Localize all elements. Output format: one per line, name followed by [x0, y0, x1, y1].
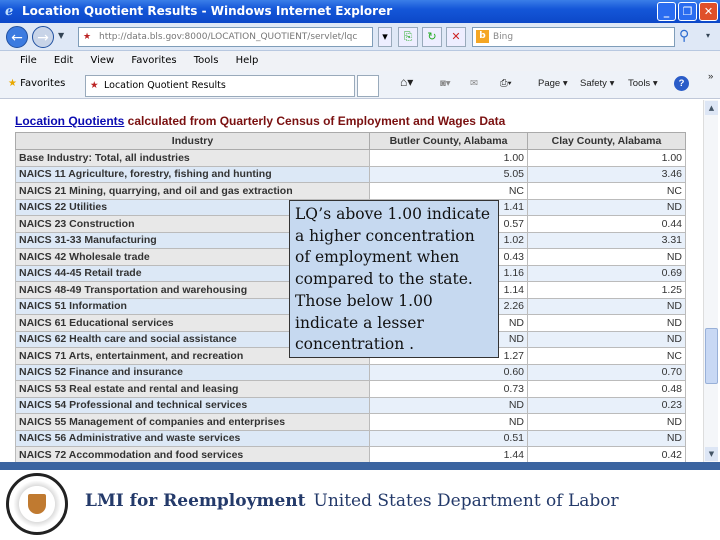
menu-bar	[0, 51, 720, 71]
clay-lq-cell: 0.70	[528, 364, 686, 381]
butler-lq-cell: 0.57	[370, 216, 528, 233]
window-title: Location Quotient Results - Windows Internet Explorer	[22, 4, 393, 18]
new-tab-button[interactable]	[357, 75, 379, 97]
page-menu[interactable]: Page ▾	[538, 78, 568, 89]
clay-lq-cell: 1.00	[528, 150, 686, 167]
industry-cell: NAICS 55 Management of companies and enterprises	[16, 414, 370, 431]
clay-lq-cell: ND	[528, 298, 686, 315]
clay-lq-cell: 0.42	[528, 447, 686, 463]
menu-favorites[interactable]: Favorites	[131, 55, 177, 66]
address-bar	[0, 23, 720, 51]
industry-cell: NAICS 52 Finance and insurance	[16, 364, 370, 381]
scroll-thumb[interactable]	[705, 328, 718, 384]
department-name: United States Department of Labor	[313, 491, 619, 511]
butler-lq-cell: 1.44	[370, 447, 528, 463]
department-of-labor-seal	[6, 473, 68, 535]
clay-lq-cell: 0.23	[528, 397, 686, 414]
table-row	[16, 381, 686, 398]
favorites-button[interactable]: ★ Favorites	[8, 78, 66, 89]
bing-icon: b	[476, 30, 489, 43]
butler-lq-cell: NC	[370, 183, 528, 200]
stop-icon[interactable]: ✕	[446, 27, 466, 47]
clay-lq-cell: ND	[528, 249, 686, 266]
clay-lq-cell: ND	[528, 414, 686, 431]
help-icon[interactable]: ?	[674, 76, 689, 91]
vertical-scrollbar[interactable]	[703, 100, 718, 462]
butler-lq-cell: ND	[370, 331, 528, 348]
tab-location-quotient-results[interactable]: ★ Location Quotient Results	[85, 75, 355, 97]
table-row	[16, 364, 686, 381]
history-dropdown-icon[interactable]: ▼	[58, 31, 65, 40]
column-header-industry: Industry	[16, 133, 370, 150]
butler-lq-cell: 1.14	[370, 282, 528, 299]
url-dropdown-button[interactable]: ▾	[378, 27, 392, 47]
back-button[interactable]: ←	[6, 26, 28, 48]
butler-lq-cell: 1.41	[370, 199, 528, 216]
industry-cell: NAICS 51 Information	[16, 298, 370, 315]
clay-lq-cell: ND	[528, 199, 686, 216]
butler-lq-cell: 1.16	[370, 265, 528, 282]
page-heading: Location Quotients calculated from Quarterly Census of Employment and Wages Data	[15, 114, 506, 128]
clay-lq-cell: ND	[528, 315, 686, 332]
search-input[interactable]: b Bing	[472, 27, 675, 47]
table-row	[16, 447, 686, 463]
program-name: LMI for Reemployment	[85, 491, 306, 511]
industry-cell: NAICS 56 Administrative and waste services	[16, 430, 370, 447]
butler-lq-cell: ND	[370, 397, 528, 414]
minimize-button[interactable]: _	[657, 2, 676, 21]
butler-lq-cell: 2.26	[370, 298, 528, 315]
menu-help[interactable]: Help	[235, 55, 259, 66]
industry-cell: NAICS 61 Educational services	[16, 315, 370, 332]
footer-band	[0, 462, 720, 470]
feeds-icon[interactable]: ◙▾	[440, 78, 451, 89]
industry-cell: NAICS 23 Construction	[16, 216, 370, 233]
scroll-down-icon[interactable]: ▼	[705, 447, 718, 461]
bls-favicon-icon: ★	[83, 32, 92, 42]
table-row	[16, 183, 686, 200]
location-quotients-link[interactable]: Location Quotients	[15, 114, 125, 128]
title-bar	[0, 0, 720, 23]
industry-cell: NAICS 11 Agriculture, forestry, fishing and hunting	[16, 166, 370, 183]
clay-lq-cell: NC	[528, 183, 686, 200]
home-icon[interactable]: ⌂▾	[400, 75, 414, 89]
table-row	[16, 150, 686, 167]
industry-cell: NAICS 42 Wholesale trade	[16, 249, 370, 266]
butler-lq-cell: 0.43	[370, 249, 528, 266]
chevron-more-icon[interactable]: »	[708, 71, 714, 82]
butler-lq-cell: 0.60	[370, 364, 528, 381]
ie-icon: ℯ	[5, 4, 14, 19]
menu-edit[interactable]: Edit	[53, 55, 74, 66]
forward-button[interactable]: →	[32, 26, 54, 48]
clay-lq-cell: 3.31	[528, 232, 686, 249]
butler-lq-cell: 1.00	[370, 150, 528, 167]
column-header-clay: Clay County, Alabama	[528, 133, 686, 150]
clay-lq-cell: 1.25	[528, 282, 686, 299]
industry-cell: NAICS 44-45 Retail trade	[16, 265, 370, 282]
safety-menu[interactable]: Safety ▾	[580, 78, 615, 89]
search-icon[interactable]: ⚲	[679, 28, 690, 44]
restore-button[interactable]: ❐	[678, 2, 697, 21]
butler-lq-cell: ND	[370, 315, 528, 332]
print-icon[interactable]: ⎙▾	[500, 78, 512, 89]
industry-cell: NAICS 71 Arts, entertainment, and recreation	[16, 348, 370, 365]
star-icon: ★	[8, 78, 17, 89]
butler-lq-cell: 1.02	[370, 232, 528, 249]
search-options-icon[interactable]: ▾	[706, 31, 711, 40]
butler-lq-cell: 0.73	[370, 381, 528, 398]
industry-cell: NAICS 53 Real estate and rental and leasing	[16, 381, 370, 398]
clay-lq-cell: ND	[528, 331, 686, 348]
url-input[interactable]: ★ http://data.bls.gov:8000/LOCATION_QUOTIENT/servlet/lqc	[78, 27, 373, 47]
industry-cell: NAICS 31-33 Manufacturing	[16, 232, 370, 249]
scroll-up-icon[interactable]: ▲	[705, 101, 718, 115]
industry-cell: NAICS 54 Professional and technical services	[16, 397, 370, 414]
bls-favicon-icon: ★	[90, 80, 99, 91]
table-row	[16, 414, 686, 431]
clay-lq-cell: 0.48	[528, 381, 686, 398]
table-row	[16, 430, 686, 447]
clay-lq-cell: NC	[528, 348, 686, 365]
menu-view[interactable]: View	[90, 55, 115, 66]
column-header-butler: Butler County, Alabama	[370, 133, 528, 150]
compatibility-icon[interactable]: ⎘	[398, 27, 418, 47]
close-button[interactable]: ✕	[699, 2, 718, 21]
industry-cell: Base Industry: Total, all industries	[16, 150, 370, 167]
mail-icon[interactable]: ✉	[470, 78, 478, 89]
clay-lq-cell: ND	[528, 430, 686, 447]
industry-cell: NAICS 62 Health care and social assistance	[16, 331, 370, 348]
table-row	[16, 166, 686, 183]
industry-cell: NAICS 22 Utilities	[16, 199, 370, 216]
refresh-icon[interactable]: ↻	[422, 27, 442, 47]
clay-lq-cell: 3.46	[528, 166, 686, 183]
industry-cell: NAICS 21 Mining, quarrying, and oil and gas extraction	[16, 183, 370, 200]
tools-menu[interactable]: Tools ▾	[628, 78, 658, 89]
butler-lq-cell: 0.51	[370, 430, 528, 447]
clay-lq-cell: 0.69	[528, 265, 686, 282]
industry-cell: NAICS 72 Accommodation and food services	[16, 447, 370, 463]
menu-tools[interactable]: Tools	[193, 55, 219, 66]
butler-lq-cell: ND	[370, 414, 528, 431]
favorites-bar	[0, 71, 720, 99]
table-row	[16, 397, 686, 414]
butler-lq-cell: 5.05	[370, 166, 528, 183]
menu-file[interactable]: File	[20, 55, 37, 66]
butler-lq-cell: 1.27	[370, 348, 528, 365]
clay-lq-cell: 0.44	[528, 216, 686, 233]
lq-explanation-callout: LQ’s above 1.00 indicate a higher concentration of employment when compared to the state. Those below 1.00 indicate a lesser concentration .	[289, 200, 499, 358]
industry-cell: NAICS 48-49 Transportation and warehousing	[16, 282, 370, 299]
slide-footer	[0, 470, 720, 540]
